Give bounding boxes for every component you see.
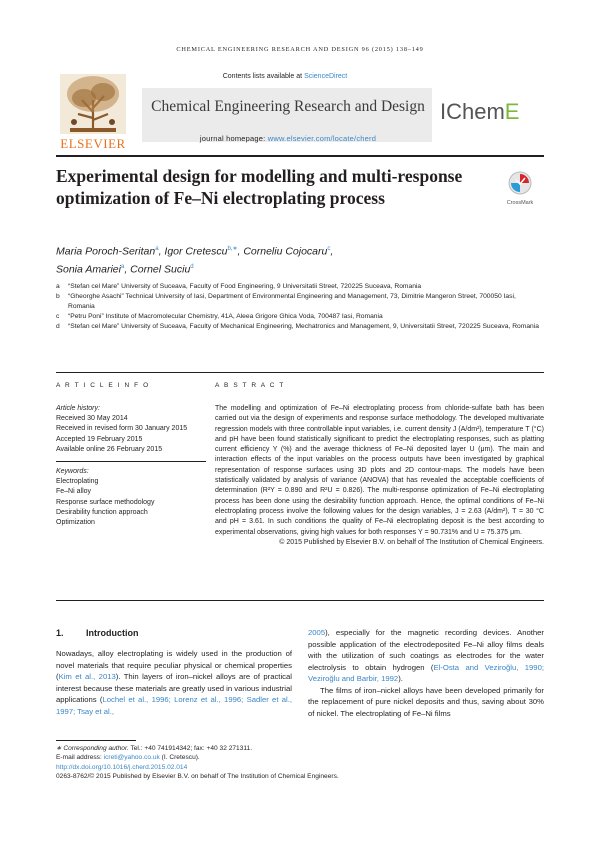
affiliations (56, 282, 544, 332)
affiliation-item (56, 312, 544, 322)
journal-name: Chemical Engineering Research and Design (151, 98, 425, 115)
author-affil-mark[interactable]: c (327, 246, 331, 252)
history-item: Available online 26 February 2015 (56, 445, 163, 453)
citation-link[interactable]: Lochel et al., 1996; Lorenz et al., 1996; Sadler et al., 1997; Tsay et al., (56, 695, 292, 716)
email-suffix: (I. Cretescu). (159, 754, 200, 762)
homepage-link[interactable]: www.elsevier.com/locate/cherd (267, 134, 377, 143)
crossmark-icon (497, 171, 543, 195)
journal-homepage (148, 134, 428, 143)
author-affil-mark[interactable]: b,∗ (227, 246, 238, 252)
icheme-logo-accent: E (504, 99, 520, 124)
section-rule (56, 600, 544, 601)
contents-prefix: Contents lists available at (222, 73, 305, 80)
body-column-right (308, 627, 544, 719)
paragraph-text: ), especially for the magnetic recording devices. Another possible application of the electrodeposited Fe–Ni alloy films deals with the utilization of such coatings as electrodes for the water electrolysis to obtain hydrogen ( (308, 628, 544, 672)
affiliation-item (56, 282, 544, 292)
keyword: Fe–Ni alloy (56, 488, 92, 496)
paragraph-text: ). (398, 674, 403, 683)
email-label: E-mail address: (56, 754, 104, 762)
author-name: Cornel Suciu (130, 263, 191, 275)
corresponding-contact: Tel.: +40 741914342; fax: +40 32 271311. (128, 745, 253, 752)
homepage-prefix: journal homepage: (199, 134, 268, 143)
section-title: Introduction (86, 628, 139, 638)
affiliation-item (56, 322, 544, 332)
author-name: Igor Cretescu (164, 245, 228, 258)
article-info (56, 404, 206, 528)
author-affil-mark[interactable]: a (155, 246, 159, 252)
icheme-logo-main: IChem (440, 99, 505, 124)
paragraph-text: ). Thin layers of iron–nickel alloys are of practical interest because these materials are greatly used in various industrial applications ( (56, 672, 292, 704)
citation-link[interactable]: 2005 (308, 628, 326, 637)
info-divider (56, 461, 206, 462)
crossmark-label: CrossMark (506, 200, 534, 206)
corresponding-label: ∗ Corresponding author. (56, 745, 129, 752)
abstract-label: A B S T R A C T (215, 382, 285, 389)
author-affil-mark[interactable]: a (120, 263, 125, 270)
author-separator: , (237, 245, 244, 258)
paragraph: The films of iron–nickel alloys have been developed primarily for the replacement of pure nickel deposits and thus, saving about 30% of nickel. The electroplating of Fe–Ni films (308, 685, 544, 718)
author-list (56, 242, 456, 277)
history-label: Article history: (56, 405, 100, 412)
doi-link[interactable]: http://dx.doi.org/10.1016/j.cherd.2015.02.014 (56, 763, 188, 771)
history-item: Accepted 19 February 2015 (56, 435, 143, 443)
keyword: Response surface methodology (56, 498, 155, 506)
abstract-copyright: © 2015 Published by Elsevier B.V. on behalf of The Institution of Chemical Engineers. (279, 538, 544, 546)
article-title: Experimental design for modelling and multi-response optimization of Fe–Ni electroplating process (56, 166, 463, 208)
affiliation-mark: b (56, 293, 60, 300)
affiliation-mark: d (56, 323, 60, 330)
section-number: 1. (56, 628, 64, 638)
email-link[interactable]: icreti@yahoo.co.uk (103, 754, 160, 762)
contents-line (150, 73, 420, 80)
keywords-label: Keywords: (56, 468, 89, 476)
masthead-rule (56, 155, 544, 157)
footnote-rule (56, 740, 136, 741)
history-item: Received 30 May 2014 (56, 415, 128, 423)
author-affil-mark[interactable]: d (190, 263, 194, 270)
sciencedirect-link[interactable]: ScienceDirect (304, 73, 348, 80)
keyword: Optimization (56, 519, 95, 527)
author-separator: , (124, 263, 131, 275)
email-note (56, 753, 496, 762)
article-info-label: A R T I C L E I N F O (56, 382, 150, 389)
affiliation-mark: c (56, 313, 60, 320)
citation-link[interactable]: Kim et al., 2013 (58, 672, 116, 681)
icheme-logo (440, 99, 519, 125)
issn-line: 0263-8762/© 2015 Published by Elsevier B.V. on behalf of The Institution of Chemical Engineers. (56, 773, 339, 781)
citation-link[interactable]: El-Osta and Veziroğlu, 1990; Veziroğlu and Barbir, 1992 (308, 662, 544, 683)
section-heading (56, 628, 139, 638)
affiliation-item (56, 292, 544, 312)
affiliation-text: “Petru Poni” Institute of Macromolecular Chemistry, 41A, Aleea Grigore Ghica Voda, 700487 Iasi, Romania (68, 313, 383, 320)
keyword: Electroplating (56, 478, 99, 486)
history-item: Received in revised form 30 January 2015 (56, 425, 188, 433)
section-rule (56, 372, 544, 373)
footnotes (56, 744, 496, 782)
abstract-body (215, 404, 544, 548)
affiliation-text: “Stefan cel Mare” University of Suceava, Faculty of Food Engineering, 9 Universitatii Street, 720225 Suceava, Romania (68, 283, 422, 290)
author-name: Corneliu Cojocaru (243, 245, 328, 258)
crossmark-badge[interactable] (497, 171, 543, 207)
author-name: Sonia Amariei (56, 263, 121, 275)
paragraph-text: Nowadays, alloy electroplating is widely used in the production of novel materials that require peculiar physical or chemical properties ( (56, 649, 292, 681)
affiliation-text: “Gheorghe Asachi” Technical University of Iasi, Department of Environmental Engineering and Management, 73, Dimitrie Mangeron Street, 700050 Iasi, Romania (68, 293, 516, 310)
body-column-left (56, 648, 292, 717)
author-separator: , (158, 245, 165, 258)
abstract-text: The modelling and optimization of Fe–Ni electroplating process from chloride-sulfate bath has been carried out via the design of experiments and response surface methodology. The developed multivariate regression models with three controllable input variables, i.e. current density J (A/dm²), temperature T (°C) and pH have been found statistically significant to predict the electroplating responses, such as platting current efficiency Y (%) and the average thickness of Fe–Ni deposited layer U (μm). The main and interaction effects of the input variables on the process outputs have been investigated by graphical representation of response surfaces using 3D plots and 2D contour-maps. The models have been statistically validated by analysis of variance (ANOVA) that has revealed the acceptable coefficients of determination (R²Y = 0.890 and R²U = 0.826). The multi-response optimization of Fe–Ni electroplating process has been done using the desirability function approach. Hence, the optimal conditions of Fe–Ni electroplating process involve the following values for the design variables, J = 2.63 (A/dm²), T = 30 °C and pH = 3.61. In such conditions the quality of Fe–Ni electroplating deposit is the best according to experimental observations, giving high values for both responses Y = 90.731% and U = 75.375 μm. (215, 405, 544, 536)
corresponding-author-note (56, 744, 496, 753)
paragraph (56, 648, 292, 717)
affiliation-text: “Stefan cel Mare” University of Suceava, Faculty of Mechanical Engineering, Mechatronics and Management, 9, Universitatii Street, 720225 Suceava, Romania (68, 323, 539, 330)
paragraph (308, 627, 544, 685)
publisher-name: ELSEVIER (60, 136, 126, 151)
author-separator: , (330, 245, 334, 258)
keyword: Desirability function approach (56, 508, 148, 516)
author-name: Maria Poroch-Seritan (56, 245, 156, 258)
affiliation-mark: a (56, 283, 60, 290)
running-header: CHEMICAL ENGINEERING RESEARCH AND DESIGN 96 (2015) 138–149 (176, 46, 424, 53)
